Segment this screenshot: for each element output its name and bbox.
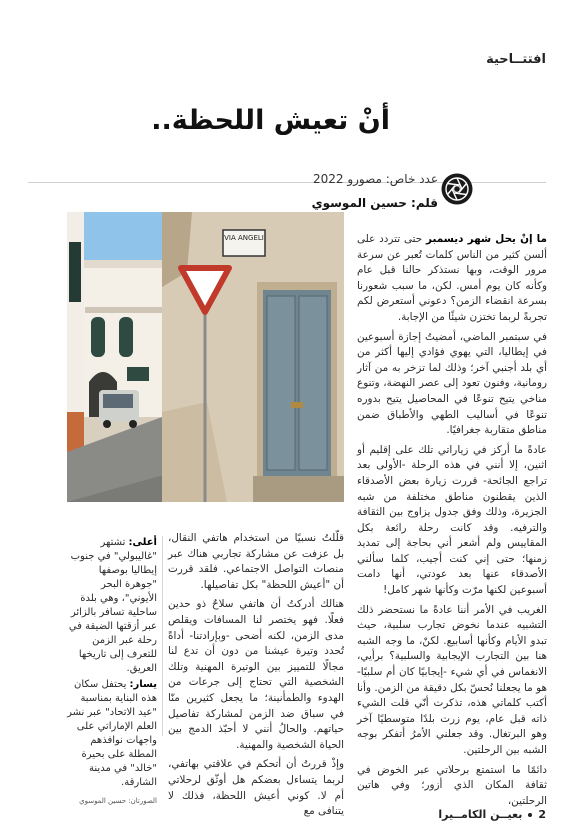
article-column-middle — [168, 531, 344, 818]
paragraph-5: دائمًا ما استمتع برحلاتي عبر الخوض في ثقافة المكان الذي أزور؛ وفي هاتين الرحلتين، — [357, 763, 547, 807]
camera-aperture-icon — [440, 172, 474, 206]
column-divider — [162, 536, 163, 736]
street-photo — [67, 212, 344, 502]
section-label: افتتــاحية — [486, 52, 546, 67]
paragraph-7: هنالك أدركتُ أن هاتفي سلاحٌ ذو حدين فعلًا. فهو يختصر لنا المسافات ويقلص مدى الزمن، لكنه أضحى -وبإرادتنا- أداةً تُحدد وتيرة عيشنا من دون أن تدع لنا مجالًا للتمييز بين الوتيرة المهنية وتلك الشخصية التي تحتاج إلى جرعات من الهدوء والطمأنينة؛ ما يجعل كثيرين منّا في سباق ضد الزمن لمشاركة تفاصيل حياتهم. والحالُ أنني لا أحبّذ الدمج بين الحياة الشخصية والمهنية. — [168, 598, 344, 751]
caption-text-top: تشتهر "غاليبولي" في جنوب إيطاليا بوصفها "جوهرة البحر الأيوني"، وهي بلدة ساحلية تسافر بالزائر عبر أزقتها الضيقة في رحلة عبر الزمن للتعرف إلى تاريخها العريق. — [68, 537, 157, 674]
bullet-dot — [528, 813, 532, 817]
lead-in: ما إنْ يحل شهر ديسمبر — [426, 233, 547, 245]
magazine-name: بعيــن الكامــيرا — [438, 808, 523, 821]
page-footer — [438, 808, 546, 821]
issue-label: عدد خاص: مصورو 2022 — [312, 172, 438, 186]
page-number: 2 — [538, 808, 546, 821]
paragraph-3: عادةً ما أركز في زياراتي تلك على إقليم أو اثنين، إلا أنني في هذه الرحلة -الأولى بعد تراجع الجائحة- قررت زيارة بعض الأصدقاء الذين يقطنون مناطق مختلفة من شبه الجزيرة، وذلك وفق جدول يزاوج بين الثقافة والترفيه. وقد كانت رحلة رائعة بكل المقاييس ولم أشعر أني بحاجة إلى تمديد زمنها؛ حتى إني كنت أجيب، كلما سألني الأصدقاء عنها بعد عودتي، أنها دامت أسبوعين لكنها مرّت وكأنها شهر كامل! — [357, 443, 547, 597]
article-column-right — [357, 232, 547, 807]
caption-label-top: أعلى: — [128, 537, 157, 548]
paragraph-1: ما إنْ يحل شهر ديسمبر حتى تتردد على ألسن كثير من الناس كلمات تُعبر عن سرعة مرور الوقت، وبها نستذكر حالنا قبل عام وكأنه كان يوم أمس. لكن، ما سبب شعورنا بسرعة انقضاء الزمن؟ دعوني أستعرض لكم تجربةً لربما تختزن شيئًا من الإجابة. — [357, 233, 547, 323]
paragraph-6: قلّلتُ نسبيًا من استخدام هاتفي النقال، بل عزفت عن مشاركة تجاربي هناك عبر منصات التواصل الاجتماعي. فلقد قررت أن "أعيش اللحظة" بكل تفاصيلها. — [168, 532, 344, 591]
photo-caption — [67, 536, 157, 805]
author-byline: قلم: حسين الموسوي — [311, 196, 438, 210]
paragraph-2: في سبتمبر الماضي، أمضيتُ إجازة أسبوعين في إيطاليا، التي يهوي فؤادي إليها أكثر من أي بلد أجنبي آخر؛ وذلك لما تزخر به من آثار رومانية، وفنون تعود إلى عصر النهضة، وتنوع مناخي يتيح تنوعًا في المحاصيل يتيح بدوره تنوعًا في أساليب الطهي والأطباق ضمن مناطق متقاربة جغرافيًا. — [357, 330, 547, 437]
photo-credit: الصورتان: حسين الموسوي — [79, 797, 157, 805]
paragraph-4: الغريب في الأمر أننا عادةً ما نستحضر ذلك التشبيه عندما نخوض تجارب سلبية، حيث تبدو الأيام وكأنها أسابيع. لكنْ، ما وجه الشبه هنا بين التجارب الإيجابية والسلبية؟ برأيي، الانغماس في أي شيء -إيجابيًا كان أم سلبيًا- هو ما يجعلنا نُحسّ بكل دقيقة من الزمن. وأنا أكتب كلماتي هذه، تذكرت أنّي قلت الشيء ذاته قبل عام، يوم زرت بلدًا متوسطيًا آخر وهو البرتغال. وقد جعلني الأمرُ أتفكر بوجه الشبه بين الرحلتين. — [357, 603, 547, 756]
page-title: أنْ تعيش اللحظة.. — [151, 105, 390, 136]
caption-text-left: يحتفل سكان هذه البناية بمناسبة "عيد الاتحاد" عبر نشر العلم الإماراتي على واجهات نوافذهم المطلة على بحيرة "خالد" في مدينة الشارقة. — [67, 679, 157, 788]
street-sign-text: VIA ANGELI — [224, 234, 264, 242]
paragraph-8: وإذْ قررتُ أن أتحكم في علاقتي بهاتفي، لربما يتساءل بعضكم هل أوثّق لرحلاتي أم لا. كوني أعيش اللحظة، فذلك لا يتنافى مع — [168, 758, 344, 818]
caption-label-left: يسار: — [129, 679, 157, 690]
